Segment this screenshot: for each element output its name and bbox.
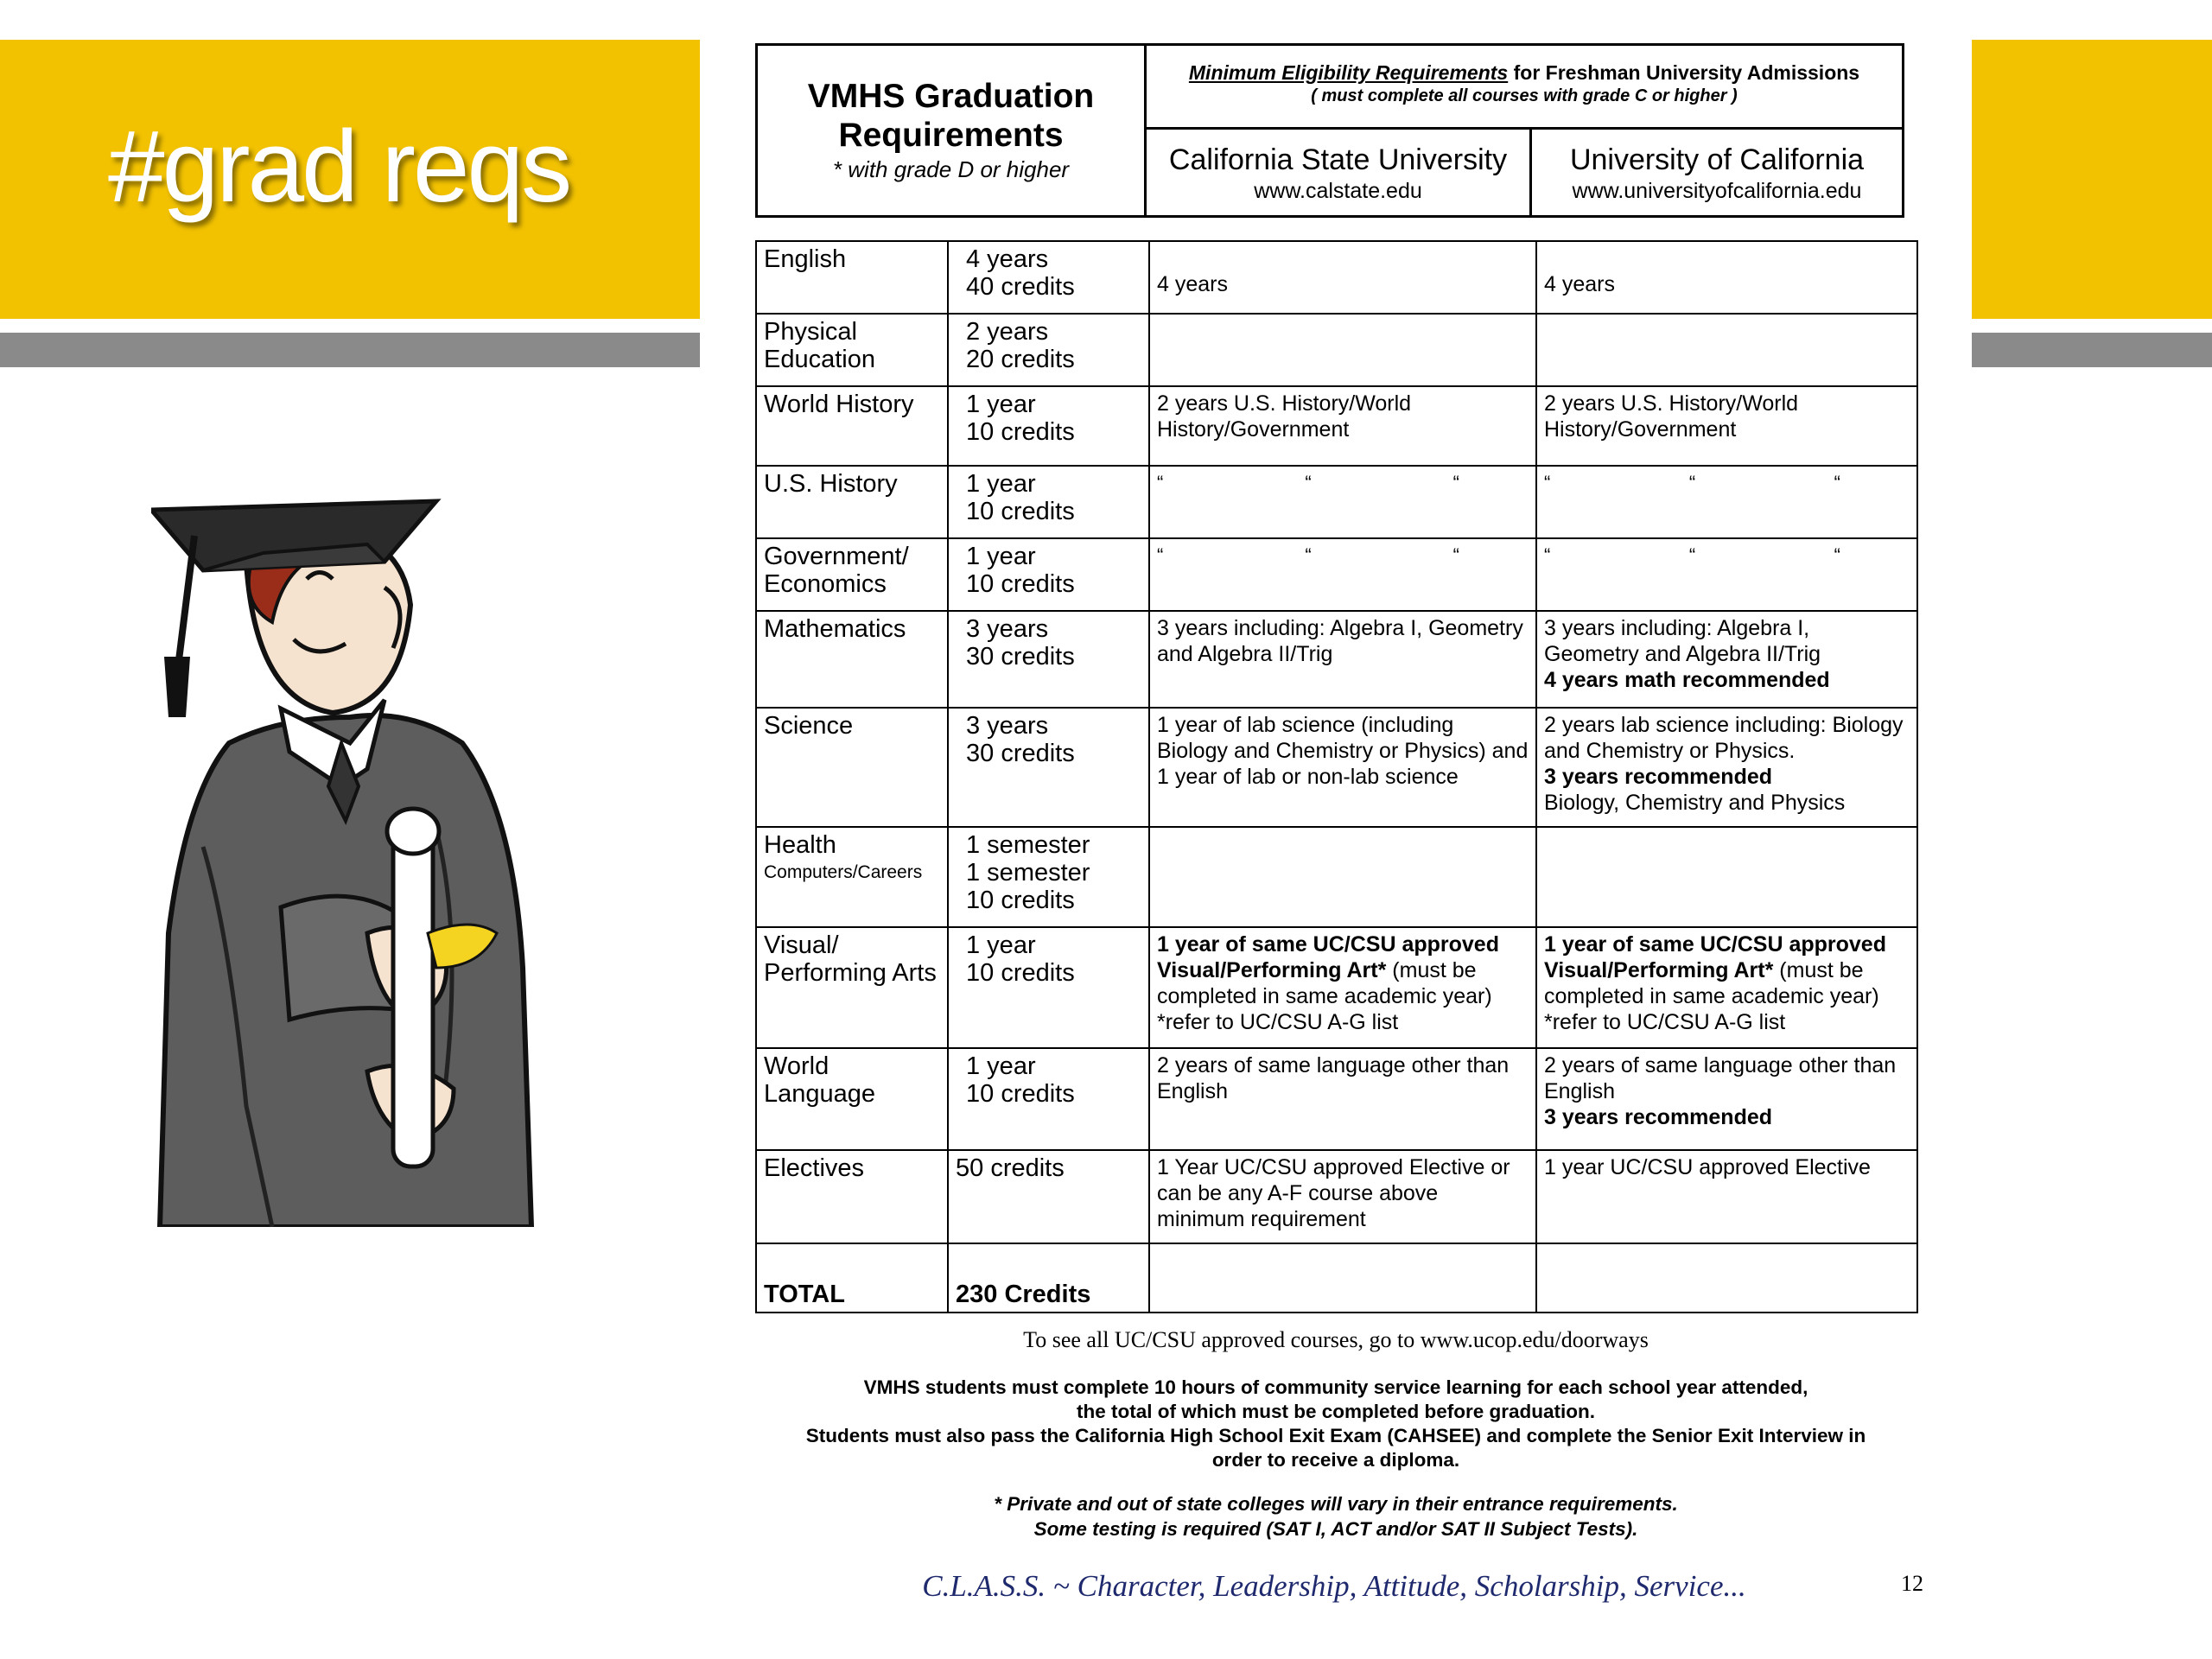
table-row (756, 386, 1917, 466)
ditto-mark: “ (1157, 544, 1164, 566)
bold-text: 1 year of same UC/CSU approved Visual/Performing Art* (1544, 932, 1886, 982)
requirements-header (755, 43, 1913, 221)
subject-name: English (764, 245, 847, 273)
note-line: * Private and out of state colleges will vary in their entrance requirements. (994, 1493, 1678, 1515)
subject-cell (756, 538, 948, 611)
uc-requirement-cell (1536, 1243, 1917, 1313)
table-row (756, 314, 1917, 386)
note-line: the total of which must be completed before graduation. (1076, 1401, 1596, 1422)
subject-name: Mathematics (764, 615, 906, 643)
ditto-mark: “ (1157, 472, 1164, 493)
subject-cell (756, 827, 948, 927)
vmhs-requirement-cell: 1 year 10 credits (948, 386, 1149, 466)
subject-cell (756, 1243, 948, 1313)
ditto-mark: “ (1544, 472, 1551, 493)
bold-text: 3 years recommended (1544, 1105, 1773, 1129)
uc-requirement-cell (1536, 1150, 1917, 1243)
uc-requirement-cell (1536, 611, 1917, 708)
subject-cell (756, 927, 948, 1048)
requirement-text: (must be completed in same academic year) *refer to UC/CSU A-G list (1544, 958, 1879, 1034)
subject-cell (756, 1150, 948, 1243)
ditto-mark: “ (1688, 472, 1696, 493)
vmhs-header-title: VMHS Graduation Requirements (807, 78, 1095, 154)
subject-name: World Language (764, 1052, 876, 1108)
ditto-mark: “ (1834, 472, 1840, 493)
note-line: Some testing is required (SAT I, ACT and/or SAT II Subject Tests). (1033, 1518, 1638, 1540)
ditto-mark: “ (1544, 544, 1551, 566)
table-row (756, 1150, 1917, 1243)
vmhs-requirement-cell: 4 years 40 credits (948, 241, 1149, 314)
page-number: 12 (1901, 1571, 1923, 1596)
class-motto: C.L.A.S.S. ~ Character, Leadership, Attitude, Scholarship, Service... (922, 1569, 1746, 1603)
bold-text: 1 year of same UC/CSU approved Visual/Performing Art* (1157, 932, 1499, 982)
uc-requirement-cell (1536, 386, 1917, 466)
bold-text: 4 years math recommended (1544, 668, 1830, 692)
vmhs-requirement-cell: 1 year 10 credits (948, 466, 1149, 538)
requirement-text: 1 Year UC/CSU approved Elective or can be any A-F course above minimum requirement (1157, 1155, 1510, 1231)
ditto-mark: “ (1452, 472, 1459, 493)
table-row (756, 241, 1917, 314)
note-line: VMHS students must complete 10 hours of community service learning for each school year attended, (863, 1376, 1808, 1398)
subject-cell (756, 1048, 948, 1150)
subject-cell (756, 241, 948, 314)
uc-requirement-cell (1536, 927, 1917, 1048)
graduate-clipart-icon (151, 484, 575, 1227)
vmhs-requirement-cell: 1 year 10 credits (948, 538, 1149, 611)
csu-url: www.calstate.edu (1254, 179, 1422, 203)
requirement-text: 1 year UC/CSU approved Elective (1544, 1155, 1871, 1179)
requirement-text: 3 years including: Algebra I, Geometry and Algebra II/Trig (1157, 616, 1523, 666)
vmhs-requirement-cell: 2 years 20 credits (948, 314, 1149, 386)
csu-requirement-cell (1149, 466, 1536, 538)
ditto-mark: “ (1305, 472, 1312, 493)
table-row (756, 927, 1917, 1048)
eligibility-note: ( must complete all courses with grade C or higher ) (1311, 86, 1738, 105)
requirement-text: 2 years U.S. History/World History/Government (1157, 391, 1412, 442)
uc-name: University of California (1569, 143, 1865, 176)
csu-requirement-cell (1149, 927, 1536, 1048)
subject-name: Physical Education (764, 318, 875, 373)
csu-header-cell (1144, 127, 1532, 218)
ditto-mark: “ (1452, 544, 1459, 566)
vmhs-requirement-cell: 50 credits (948, 1150, 1149, 1243)
vmhs-requirement-cell: 230 Credits (948, 1243, 1149, 1313)
table-row (756, 611, 1917, 708)
subject-name: U.S. History (764, 470, 898, 498)
table-row (756, 1243, 1917, 1313)
uc-requirement-cell (1536, 314, 1917, 386)
ditto-marks (1157, 543, 1529, 569)
vmhs-requirement-cell: 3 years 30 credits (948, 708, 1149, 827)
table-row (756, 538, 1917, 611)
requirement-text: 2 years of same language other than English (1544, 1053, 1897, 1103)
ditto-mark: “ (1688, 544, 1696, 566)
csu-requirement-cell (1149, 1048, 1536, 1150)
csu-requirement-cell (1149, 241, 1536, 314)
eligibility-rest: for Freshman University Admissions (1508, 61, 1860, 84)
bold-text: 3 years recommended (1544, 765, 1773, 789)
vmhs-requirement-cell: 1 year 10 credits (948, 1048, 1149, 1150)
right-accent-underbar (1972, 333, 2212, 367)
ditto-marks (1157, 470, 1529, 496)
csu-requirement-cell (1149, 611, 1536, 708)
subject-name: World History (764, 391, 914, 418)
csu-name: California State University (1168, 143, 1508, 176)
ditto-mark: “ (1834, 544, 1840, 566)
requirement-text: 3 years including: Algebra I, Geometry and Algebra II/Trig (1544, 616, 1821, 666)
subject-cell (756, 386, 948, 466)
eligibility-header-cell (1144, 43, 1904, 130)
table-row (756, 708, 1917, 827)
requirement-text: Biology, Chemistry and Physics (1544, 791, 1846, 815)
subject-name: Visual/ Performing Arts (764, 931, 937, 987)
subject-cell (756, 611, 948, 708)
table-row (756, 827, 1917, 927)
csu-requirement-cell (1149, 1243, 1536, 1313)
ditto-marks (1544, 470, 1910, 496)
table-row (756, 466, 1917, 538)
vmhs-requirement-cell: 3 years 30 credits (948, 611, 1149, 708)
vmhs-header-subtitle: * with grade D or higher (832, 156, 1070, 182)
eligibility-underlined: Minimum Eligibility Requirements (1188, 61, 1509, 84)
vmhs-requirement-cell: 1 semester 1 semester 10 credits (948, 827, 1149, 927)
subject-name: Government/ Economics (764, 543, 909, 598)
uc-requirement-cell (1536, 538, 1917, 611)
requirement-text: 4 years (1544, 272, 1615, 296)
subject-name: TOTAL (764, 1281, 845, 1308)
vmhs-requirement-cell: 1 year 10 credits (948, 927, 1149, 1048)
subject-subtitle: Computers/Careers (764, 862, 923, 882)
vmhs-header-cell (755, 43, 1147, 218)
requirement-text: 2 years of same language other than English (1157, 1053, 1510, 1103)
private-colleges-note (755, 1491, 1916, 1541)
subject-cell (756, 314, 948, 386)
slide-title: #grad reqs (108, 110, 570, 224)
requirement-text: 1 year of lab science (including Biology and Chemistry or Physics) and 1 year of lab or non-lab science (1157, 713, 1529, 789)
uc-requirement-cell (1536, 827, 1917, 927)
subject-name: Science (764, 712, 854, 740)
subject-name: Health (764, 831, 836, 859)
requirement-text: 2 years lab science including: Biology and Chemistry or Physics. (1544, 713, 1904, 763)
uc-requirement-cell (1536, 466, 1917, 538)
requirement-text: 2 years U.S. History/World History/Government (1544, 391, 1799, 442)
uc-requirement-cell (1536, 708, 1917, 827)
uc-header-cell (1529, 127, 1904, 218)
subject-cell (756, 466, 948, 538)
title-underbar (0, 333, 700, 367)
ditto-mark: “ (1305, 544, 1312, 566)
subject-name: Electives (764, 1154, 865, 1182)
ditto-marks (1544, 543, 1910, 569)
approved-courses-note: To see all UC/CSU approved courses, go to www.ucop.edu/doorways (1023, 1327, 1649, 1352)
csu-requirement-cell (1149, 314, 1536, 386)
community-service-note (755, 1376, 1916, 1472)
requirement-text: (must be completed in same academic year) *refer to UC/CSU A-G list (1157, 958, 1492, 1034)
uc-url: www.universityofcalifornia.edu (1572, 179, 1862, 203)
subject-cell (756, 708, 948, 827)
note-line: Students must also pass the California High School Exit Exam (CAHSEE) and complete the Senior Exit Interview in order to receive a diploma. (805, 1425, 1866, 1471)
csu-requirement-cell (1149, 386, 1536, 466)
table-row (756, 1048, 1917, 1150)
uc-requirement-cell (1536, 1048, 1917, 1150)
requirements-table (755, 240, 1918, 1313)
csu-requirement-cell (1149, 827, 1536, 927)
uc-requirement-cell (1536, 241, 1917, 314)
csu-requirement-cell (1149, 538, 1536, 611)
right-accent-band (1972, 40, 2212, 319)
csu-requirement-cell (1149, 708, 1536, 827)
csu-requirement-cell (1149, 1150, 1536, 1243)
requirement-text: 4 years (1157, 272, 1228, 296)
